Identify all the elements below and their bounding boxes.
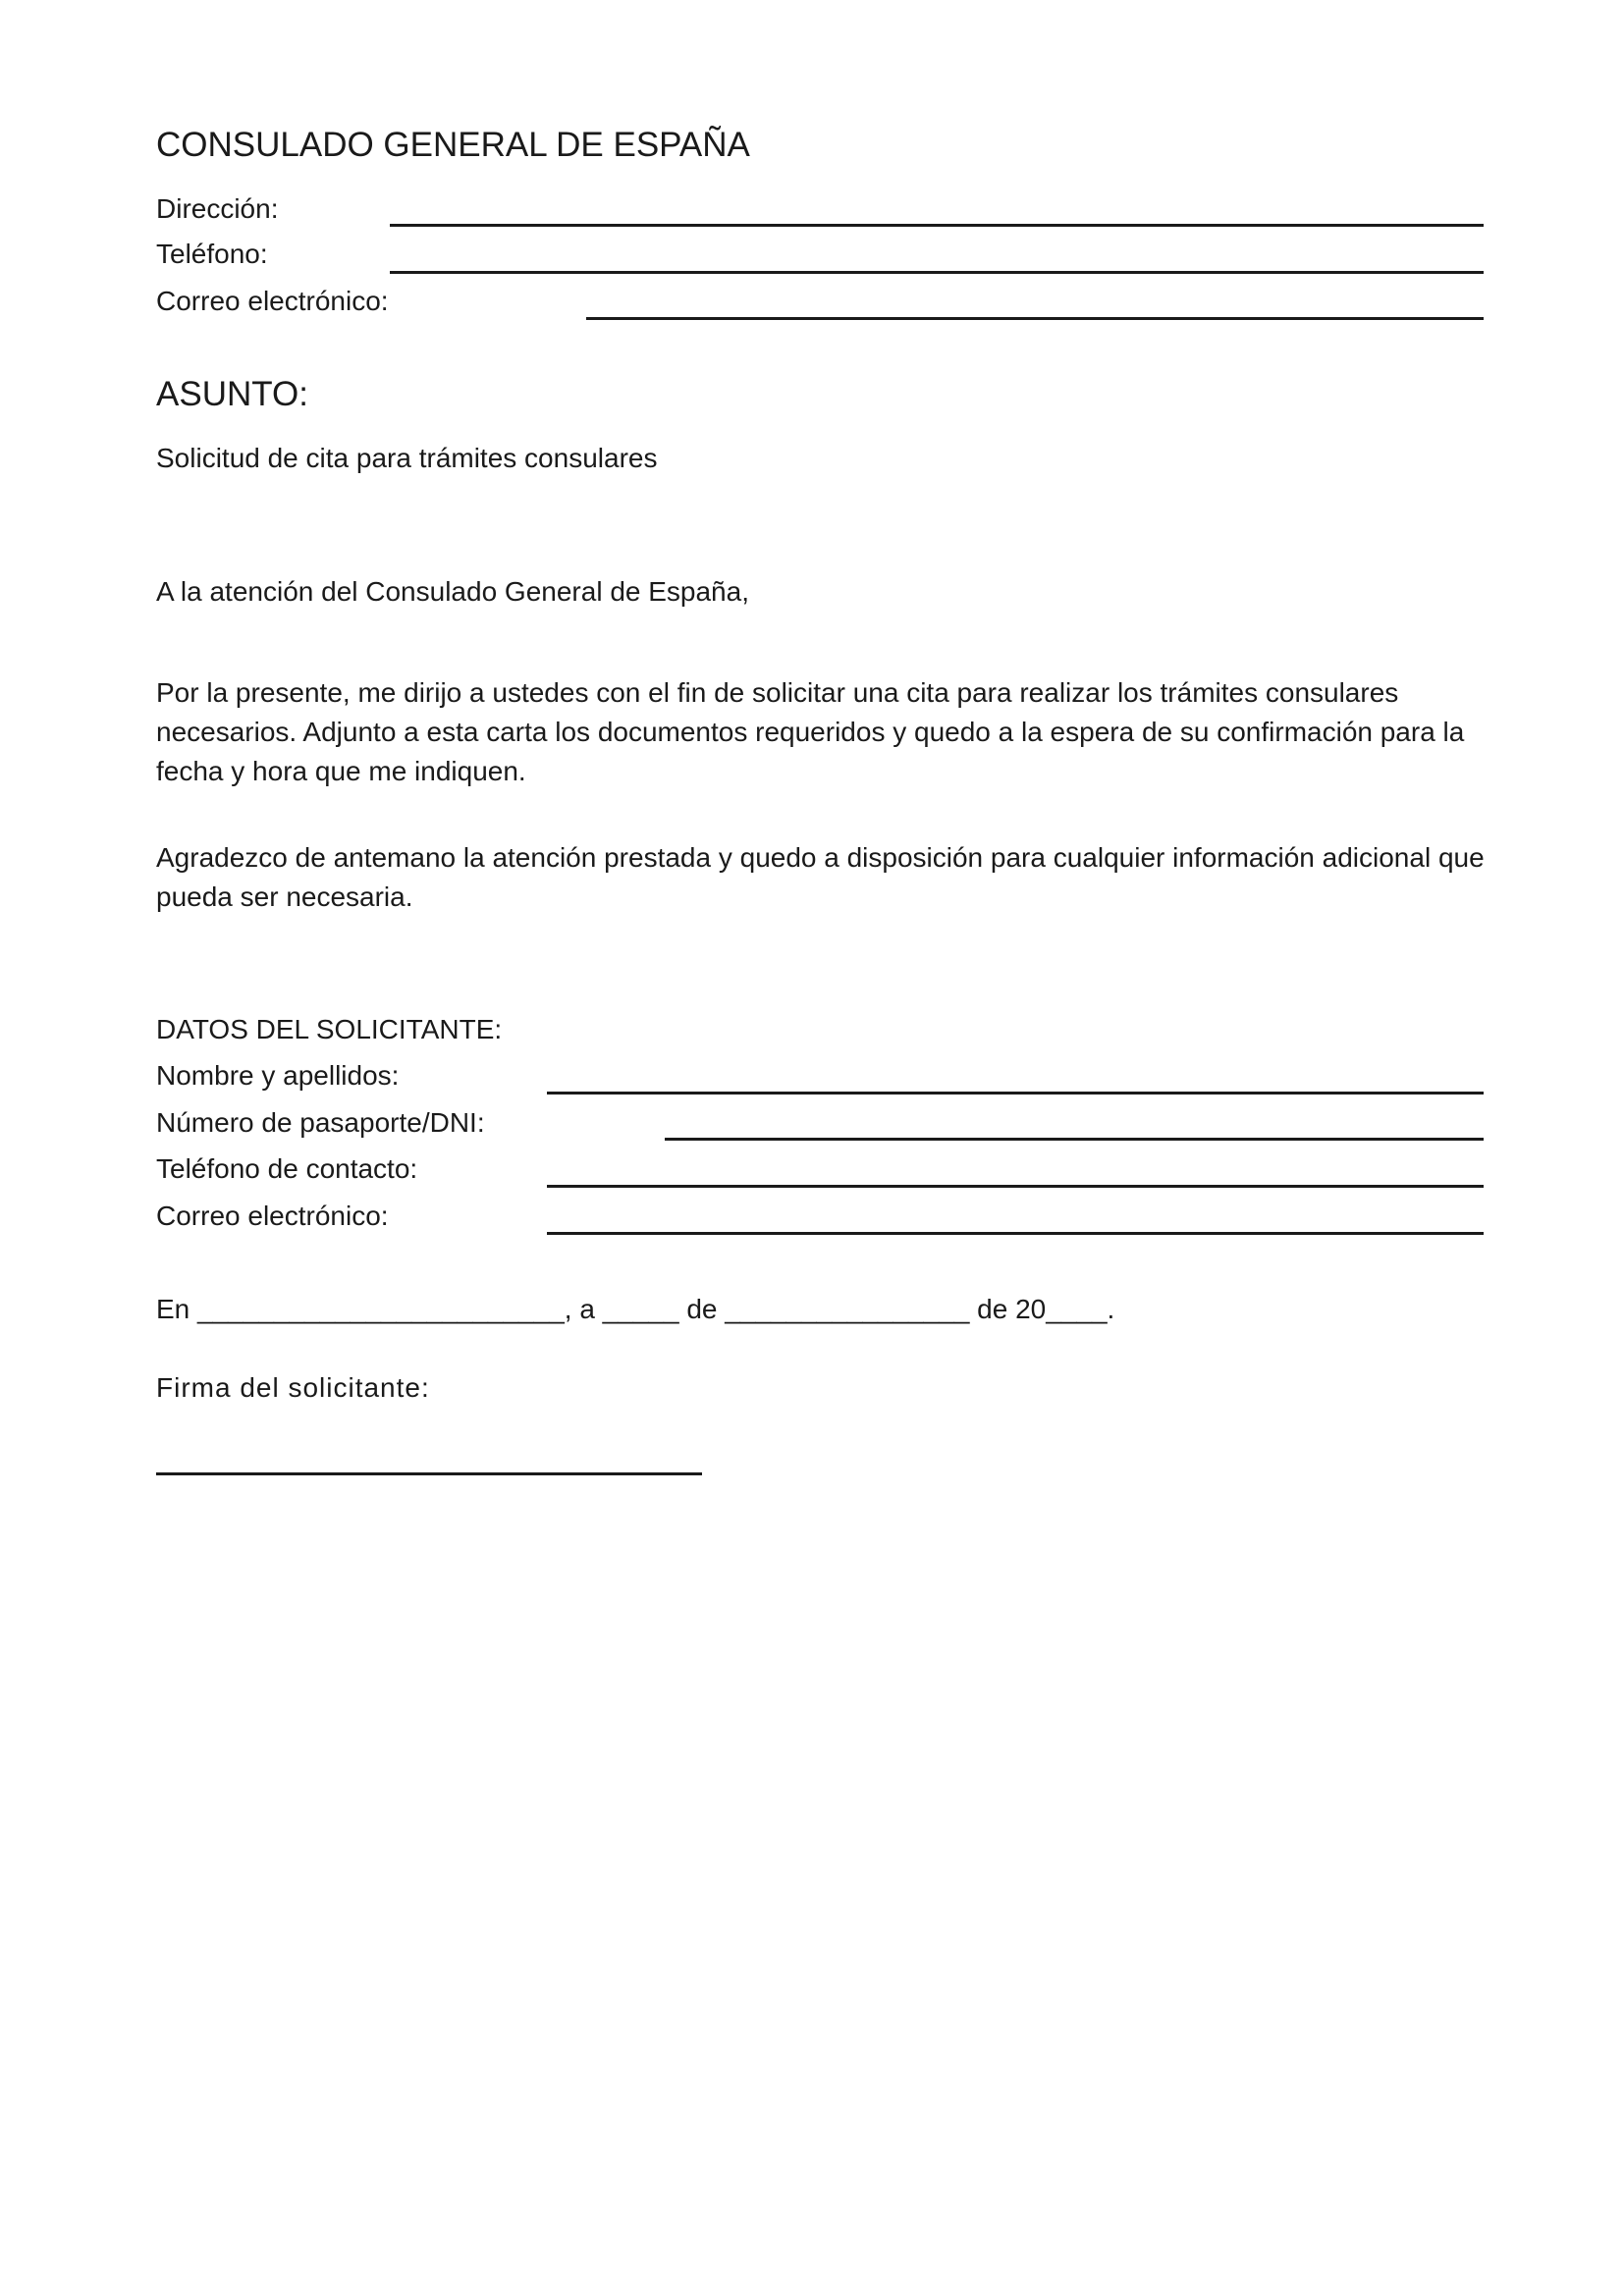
signature-label: Firma del solicitante: — [156, 1372, 430, 1403]
name-field-line[interactable] — [547, 1092, 1484, 1095]
passport-label: Número de pasaporte/DNI: — [156, 1107, 485, 1138]
contact-phone-label: Teléfono de contacto: — [156, 1153, 418, 1184]
consulate-title: CONSULADO GENERAL DE ESPAÑA — [156, 126, 750, 164]
address-field-line[interactable] — [390, 224, 1484, 227]
body-paragraph-1: Por la presente, me dirijo a ustedes con el fin de solicitar una cita para realizar los trámites consulares necesarios. Adjunto a esta carta los documentos requeridos y quedo a la espera de su confirmación para la fecha y hora que me indiquen. — [156, 677, 1465, 786]
email-label: Correo electrónico: — [156, 286, 389, 316]
passport-field-line[interactable] — [665, 1138, 1484, 1141]
address-label: Dirección: — [156, 193, 279, 224]
subject-text: Solicitud de cita para trámites consulares — [156, 443, 658, 473]
applicant-email-label: Correo electrónico: — [156, 1201, 389, 1231]
applicant-email-field-line[interactable] — [547, 1232, 1484, 1235]
date-place-line[interactable]: En ________________________, a _____ de ________________ de 20____. — [156, 1294, 1115, 1324]
email-field-line[interactable] — [586, 317, 1484, 320]
phone-field-line[interactable] — [390, 271, 1484, 274]
subject-heading: ASUNTO: — [156, 375, 308, 413]
body-paragraph-2: Agradezco de antemano la atención prestada y quedo a disposición para cualquier información adicional que pueda ser necesaria. — [156, 842, 1485, 912]
contact-phone-field-line[interactable] — [547, 1185, 1484, 1188]
phone-label: Teléfono: — [156, 239, 268, 269]
signature-line[interactable] — [156, 1472, 702, 1475]
applicant-heading: DATOS DEL SOLICITANTE: — [156, 1014, 503, 1044]
salutation: A la atención del Consulado General de España, — [156, 576, 749, 607]
name-label: Nombre y apellidos: — [156, 1060, 400, 1091]
